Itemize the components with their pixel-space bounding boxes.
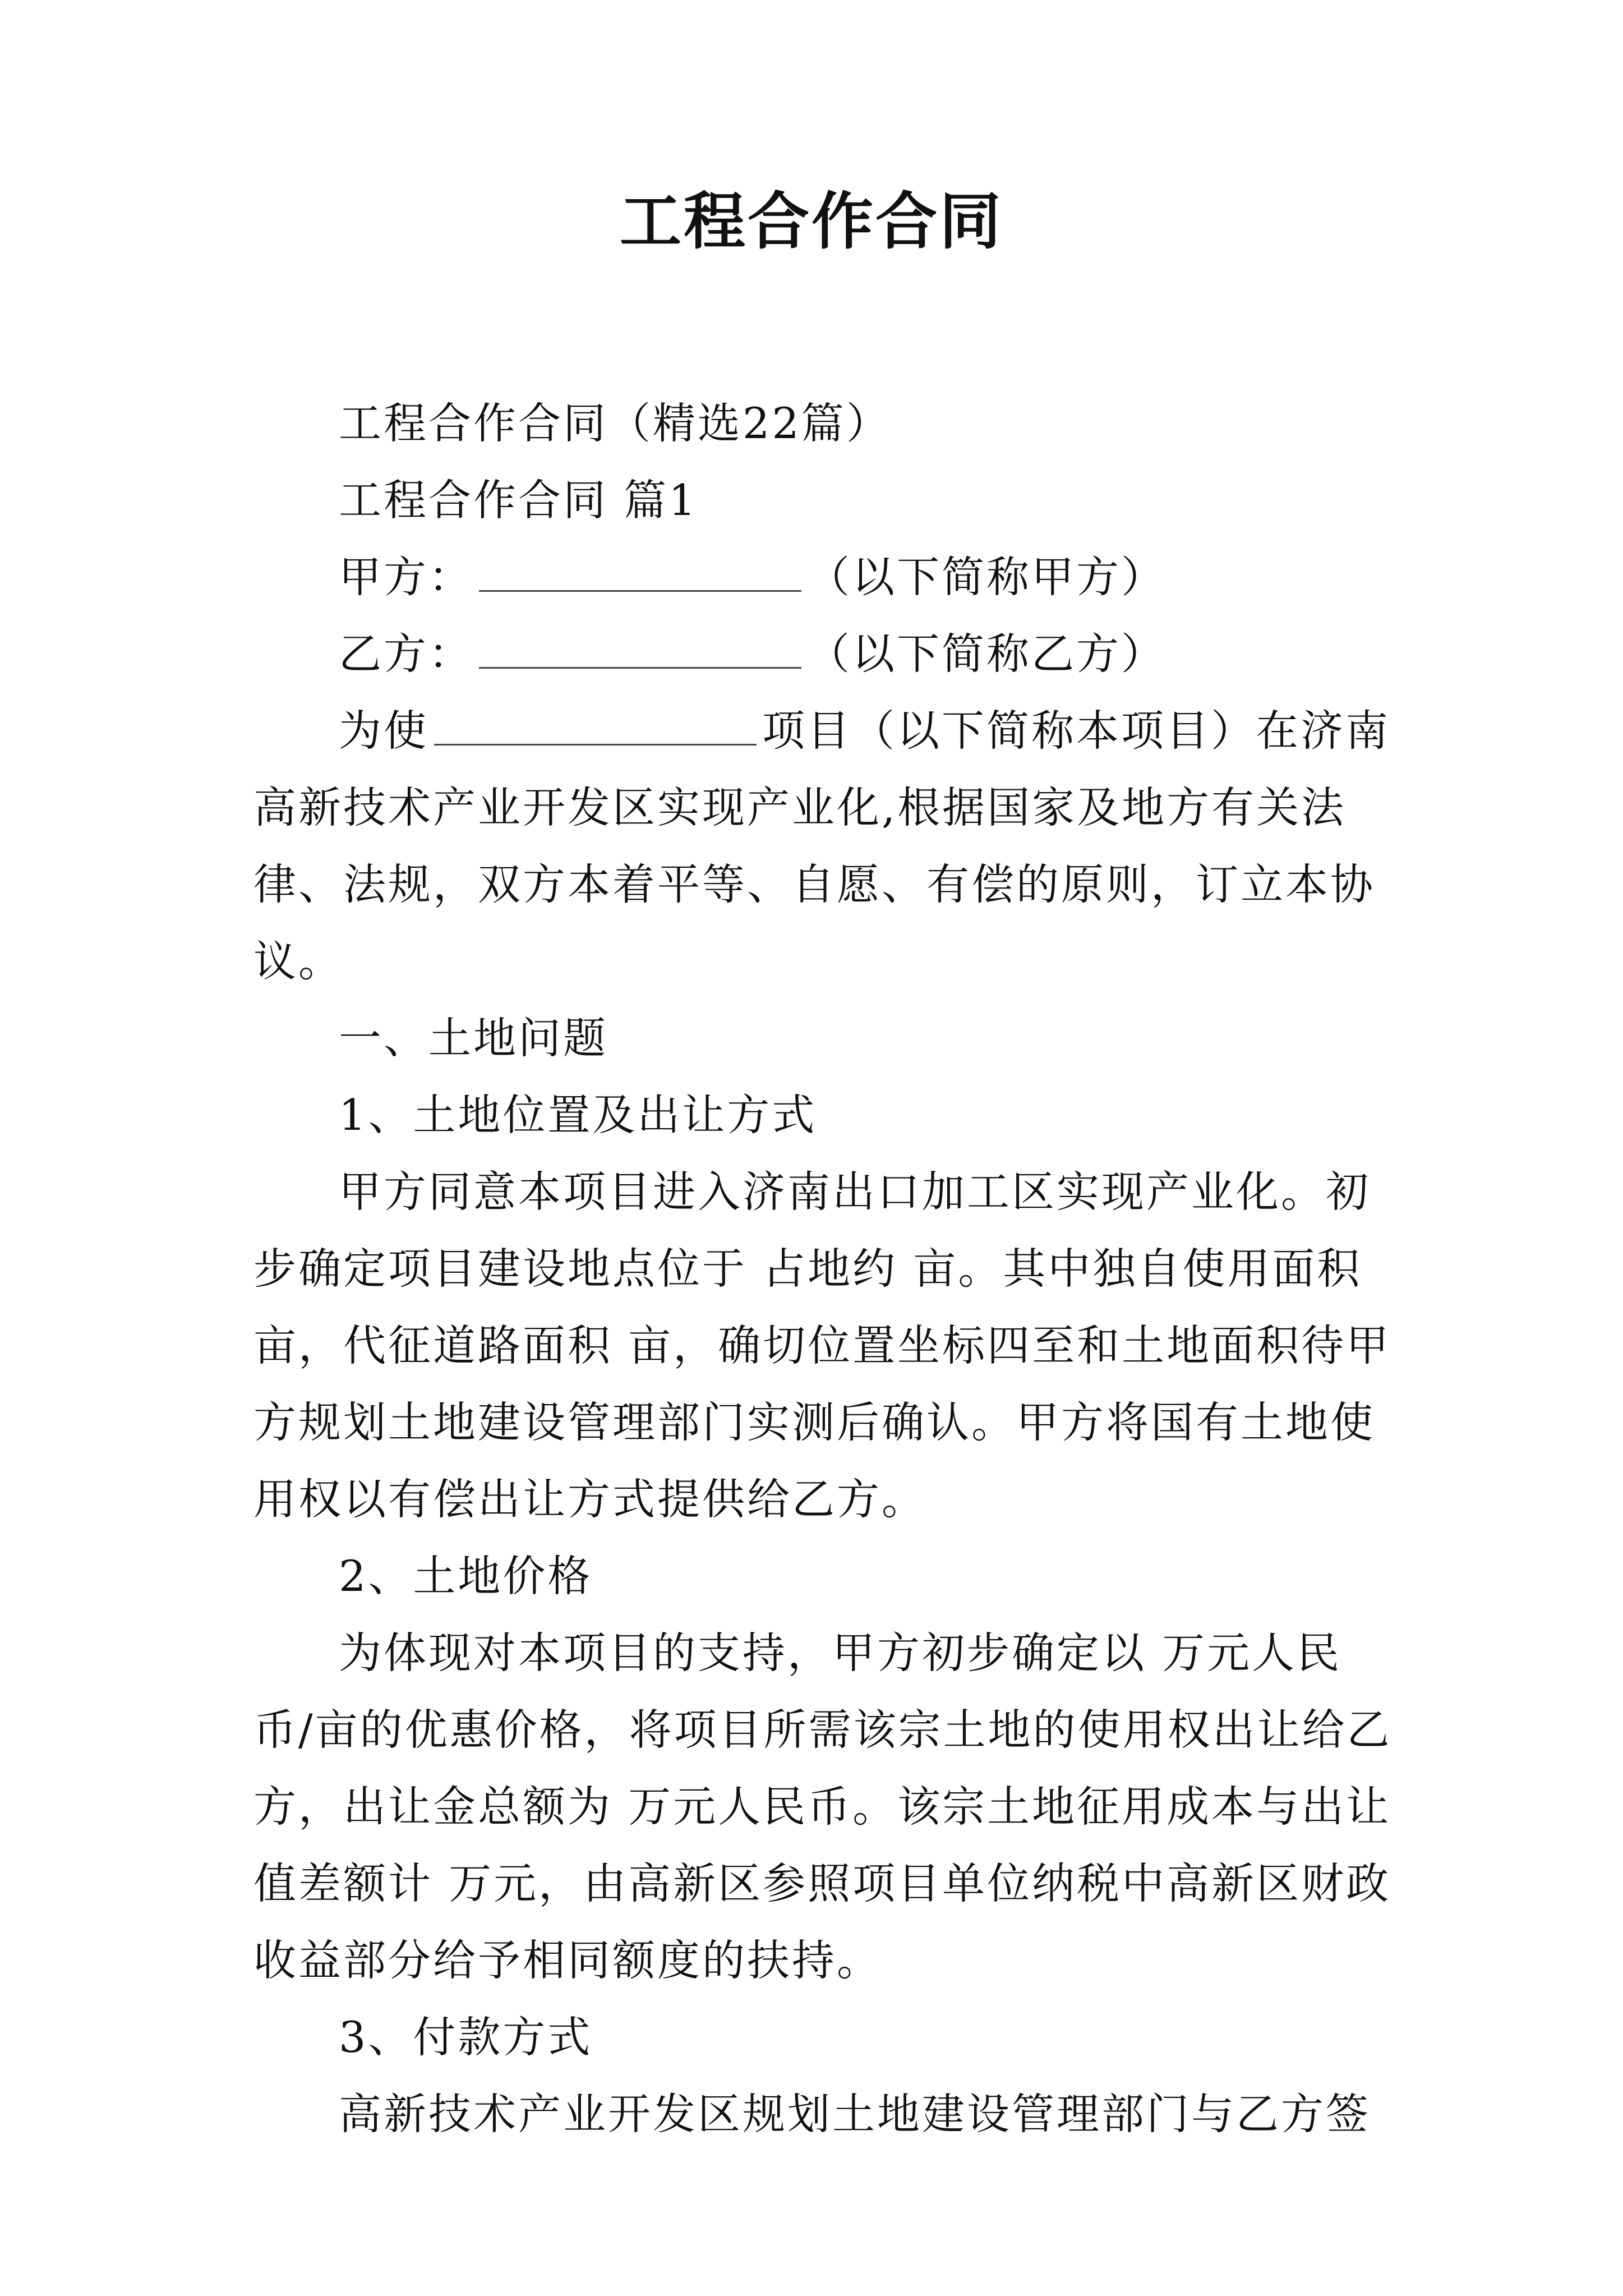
chapter-heading: 工程合作合同 篇1	[339, 475, 698, 525]
item-text-payment: 高新技术产业开发区规划土地建设管理部门与乙方签	[339, 2089, 1371, 2139]
subtitle: 工程合作合同（精选22篇）	[339, 398, 891, 448]
party-a-line	[253, 539, 1392, 615]
party-b-suffix: （以下简称乙方）	[807, 629, 1166, 679]
project-name-blank	[434, 696, 757, 746]
intro-prefix: 为使	[339, 706, 428, 756]
party-b-blank	[479, 619, 801, 669]
intro-rest: 项目（以下简称本项目）在济南高新技术产业开发区实现产业化,根据国家及地方有关法律、法规，双方本着平等、自愿、有偿的原则，订立本协议。	[253, 706, 1390, 986]
item-text-price: 为体现对本项目的支持，甲方初步确定以 万元人民币/亩的优惠价格，将项目所需该宗土地的使用权出让给乙方，出让金总额为 万元人民币。该宗土地征用成本与出让值差额计 万元，由高新区参照项目单位纳税中高新区财政收益部分给予相同额度的扶持。	[253, 1628, 1392, 1985]
party-b-line	[253, 615, 1392, 692]
section-heading-land: 一、土地问题	[339, 1013, 608, 1063]
party-a-blank	[479, 542, 801, 592]
party-a-suffix: （以下简称甲方）	[807, 552, 1166, 602]
document-body	[253, 385, 1392, 2152]
item-heading-location: 1、土地位置及出让方式	[339, 1090, 817, 1140]
item-heading-price: 2、土地价格	[339, 1551, 593, 1601]
item-heading-payment: 3、付款方式	[339, 2012, 593, 2062]
document-title: 工程合作合同	[620, 185, 1003, 257]
item-text-location: 甲方同意本项目进入济南出口加工区实现产业化。初步确定项目建设地点位于 占地约 亩。其中独自使用面积 亩，代征道路面积 亩，确切位置坐标四至和土地面积待甲方规划土地建设管理部门实测后确认。甲方将国有土地使用权以有偿出让方式提供给乙方。	[253, 1167, 1391, 1524]
party-a-label: 甲方：	[339, 552, 473, 602]
intro-paragraph	[253, 692, 1392, 1000]
party-b-label: 乙方：	[339, 629, 473, 679]
